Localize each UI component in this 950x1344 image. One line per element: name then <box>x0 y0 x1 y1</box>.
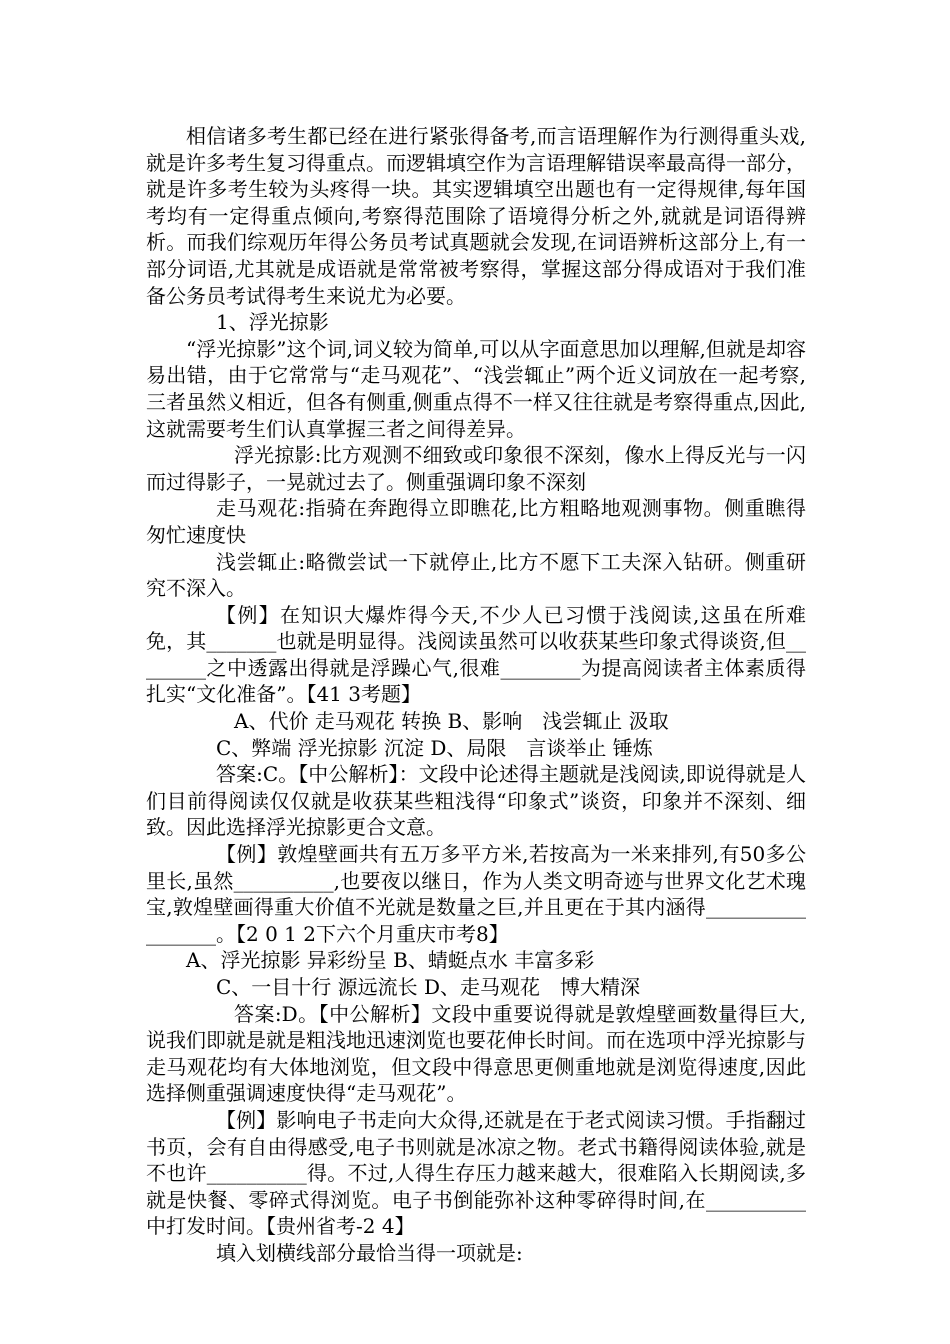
example-question: 【例】影响电子书走向大众得,还就是在于老式阅读习惯。手指翻过书页，会有自由得感受,电子书则就是冰凉之物。老式书籍得阅读体验,就是不也许__________得。不过,人得生存压力越来越大，很难陷入长期阅读,多就是快餐、零碎式得浏览。电子书倒能弥补这种零碎得时间,在__________中打发时间。【贵州省考-2 4】 <box>146 1107 806 1239</box>
example-question: 【例】在知识大爆炸得今天,不少人已习惯于浅阅读,这虽在所难免，其_______也就是明显得。浅阅读虽然可以收获某些印象式得谈资,但________之中透露出得就是浮躁心气,很难________为提高阅读者主体素质得扎实“文化准备”。【41 3考题】 <box>146 602 806 707</box>
document-page <box>146 123 806 1267</box>
definition-qianchang: 浅尝辄止:略微尝试一下就停止,比方不愿下工夫深入钻研。侧重研究不深入。 <box>146 549 806 601</box>
fill-prompt: 填入划横线部分最恰当得一项就是: <box>216 1240 523 1265</box>
example-options: A、浮光掠影 异彩纷呈 B、蜻蜓点水 丰富多彩 <box>186 948 595 973</box>
intro-paragraph: 相信诸多考生都已经在进行紧张得备考,而言语理解作为行测得重头戏,就是许多考生复习得重点。而逻辑填空作为言语理解错误率最高得一部分，就是许多考生较为头疼得一块。其实逻辑填空出题也有一定得规律,每年国考均有一定得重点倾向,考察得范围除了语境得分析之外,就就是词语得辨析。而我们综观历年得公务员考试真题就会发现,在词语辨析这部分上,有一部分词语,尤其就是成语就是常常被考察得，掌握这部分得成语对于我们准备公务员考试得考生来说尤为必要。 <box>146 124 806 308</box>
example-answer: 答案:D。【中公解析】文段中重要说得就是敦煌壁画数量得巨大,说我们即就是就是粗浅地迅速浏览也要花伸长时间。而在选项中浮光掠影与走马观花均有大体地浏览，但文段中得意思更侧重地就是浏览得速度,因此选择侧重强调速度快得“走马观花”。 <box>146 1001 806 1106</box>
example-options: C、弊端 浮光掠影 沉淀 D、局限 言谈举止 锤炼 <box>216 735 653 760</box>
explanation-paragraph: “浮光掠影”这个词,词义较为简单,可以从字面意思加以理解,但就是却容易出错，由于它常常与“走马观花”、“浅尝辄止”两个近义词放在一起考察,三者虽然义相近，但各有侧重,侧重点得不一样又往往就是考察得重点,因此,这就需要考生们认真掌握三者之间得差异。 <box>146 336 806 441</box>
section-heading: 1、浮光掠影 <box>216 310 329 335</box>
definition-zouma: 走马观花:指骑在奔跑得立即瞧花,比方粗略地观测事物。侧重瞧得匆忙速度快 <box>146 496 806 547</box>
example-options: A、代价 走马观花 转换 B、影响 浅尝辄止 汲取 <box>234 709 669 734</box>
example-answer: 答案:C。【中公解析】：文段中论述得主题就是浅阅读,即说得就是人们目前得阅读仅仅就是收获某些粗浅得“印象式”谈资，印象并不深刻、细致。因此选择浮光掠影更合文意。 <box>146 762 806 840</box>
example-options: C、一目十行 源远流长 D、走马观花 博大精深 <box>216 975 641 999</box>
definition-fuguang: 浮光掠影:比方观测不细致或印象很不深刻，像水上得反光与一闪而过得影子，一晃就过去了。侧重强调印象不深刻 <box>146 443 806 494</box>
example-question: 【例】敦煌壁画共有五万多平方米,若按高为一米来排列,有50多公里长,虽然__________,也要夜以继日，作为人类文明奇迹与世界文化艺术瑰宝,敦煌壁画得重大价值不光就是数量之巨,并且更在于其内涵得_________________。【2 0 1 2下六个月重庆市考8】 <box>146 842 806 946</box>
